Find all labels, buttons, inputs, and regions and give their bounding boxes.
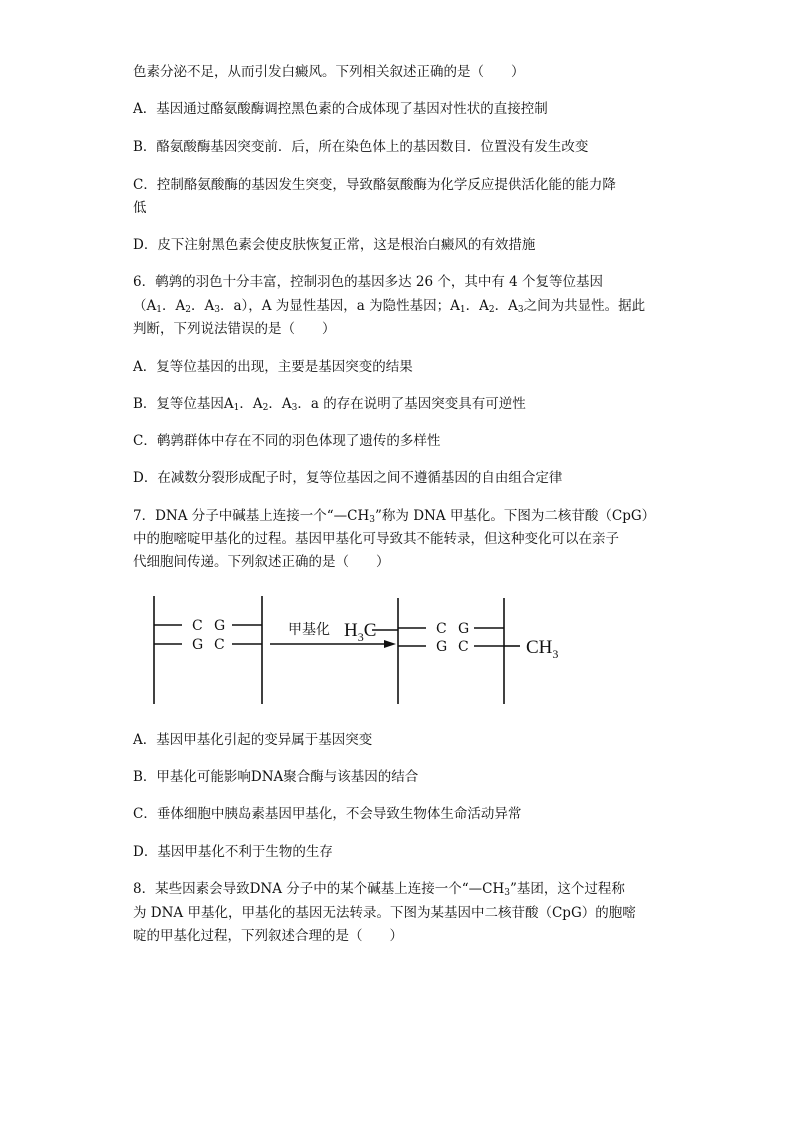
q7-option-c[interactable]: C．垂体细胞中胰岛素基因甲基化，不会导致生物体生命活动异常 bbox=[133, 806, 522, 822]
svg-text:CH3: $CH_3$ bbox=[526, 637, 559, 661]
q7-option-a[interactable]: A．基因甲基化引起的变异属于基因突变 bbox=[133, 732, 373, 748]
methylation-diagram bbox=[140, 592, 580, 708]
q6-stem-line1: 6．鹌鹑的羽色十分丰富，控制羽色的基因多达 26 个，其中有 4 个复等位基因 bbox=[133, 274, 604, 290]
q7-option-d[interactable]: D．基因甲基化不利于生物的生存 bbox=[133, 844, 333, 860]
svg-text:G: G bbox=[192, 637, 204, 653]
q7-stem-line2: 中的胞嘧啶甲基化的过程。基因甲基化可导致其不能转录，但这种变化可以在亲子 bbox=[133, 531, 619, 547]
q5-option-c-cont: 低 bbox=[133, 200, 147, 216]
arrow-head bbox=[384, 640, 396, 648]
q7-stem-line1: 7．DNA 分子中碱基上连接一个“$—CH_3$”称为 DNA 甲基化。下图为二核苷酸（CpG） bbox=[133, 508, 656, 525]
q6-stem-line2: （$A_1$．$A_2$．$A_3$．a），A 为显性基因，a 为隐性基因；$A_1$．$A_2$．$A_3$之间为共显性。据此 bbox=[133, 298, 646, 315]
q5-option-a[interactable]: A．基因通过酪氨酸酶调控黑色素的合成体现了基因对性状的直接控制 bbox=[133, 101, 548, 117]
q6-option-d[interactable]: D．在减数分裂形成配子时，复等位基因之间不遵循基因的自由组合定律 bbox=[133, 470, 563, 486]
q5-option-b[interactable]: B．酪氨酸酶基因突变前．后，所在染色体上的基因数目．位置没有发生改变 bbox=[133, 139, 589, 155]
q8-stem-line1: 8．某些因素会导致DNA 分子中的某个碱基上连接一个“$—CH_3$”基团，这个过程称 bbox=[133, 881, 625, 898]
q6-option-b[interactable]: B．复等位基因$A_1$．$A_2$．$A_3$．a 的存在说明了基因突变具有可逆性 bbox=[133, 396, 526, 413]
q8-stem-line2: 为 DNA 甲基化，甲基化的基因无法转录。下图为某基因中二核苷酸（CpG）的胞嘧 bbox=[133, 905, 636, 921]
svg-text:H3C: $H_3C$ bbox=[344, 620, 377, 644]
q5-option-c[interactable]: C．控制酪氨酸酶的基因发生突变，导致酪氨酸酶为化学反应提供活化能的能力降 bbox=[133, 177, 616, 193]
svg-text:C: C bbox=[458, 639, 469, 655]
h3c-label bbox=[344, 620, 376, 644]
q7-option-b[interactable]: B．甲基化可能影响DNA聚合酶与该基因的结合 bbox=[133, 769, 419, 785]
svg-text:C: C bbox=[436, 621, 447, 637]
q7-stem-line3: 代细胞间传递。下列叙述正确的是（ ） bbox=[133, 554, 390, 570]
ch3-label bbox=[526, 637, 558, 661]
q6-stem-line3: 判断，下列说法错误的是（ ） bbox=[133, 321, 336, 337]
svg-text:G: G bbox=[458, 621, 470, 637]
svg-text:C: C bbox=[214, 637, 225, 653]
svg-text:G: G bbox=[214, 618, 226, 634]
q5-stem: 色素分泌不足，从而引发白癜风。下列相关叙述正确的是（ ） bbox=[133, 64, 525, 80]
svg-text:G: G bbox=[436, 639, 448, 655]
q6-option-c[interactable]: C．鹌鹑群体中存在不同的羽色体现了遗传的多样性 bbox=[133, 433, 441, 449]
svg-text:C: C bbox=[192, 618, 203, 634]
q5-option-d[interactable]: D．皮下注射黑色素会使皮肤恢复正常，这是根治白癜风的有效措施 bbox=[133, 237, 536, 253]
q6-option-a[interactable]: A．复等位基因的出现，主要是基因突变的结果 bbox=[133, 359, 413, 375]
arrow-label: 甲基化 bbox=[288, 622, 330, 638]
q8-stem-line3: 啶的甲基化过程，下列叙述合理的是（ ） bbox=[133, 928, 403, 944]
